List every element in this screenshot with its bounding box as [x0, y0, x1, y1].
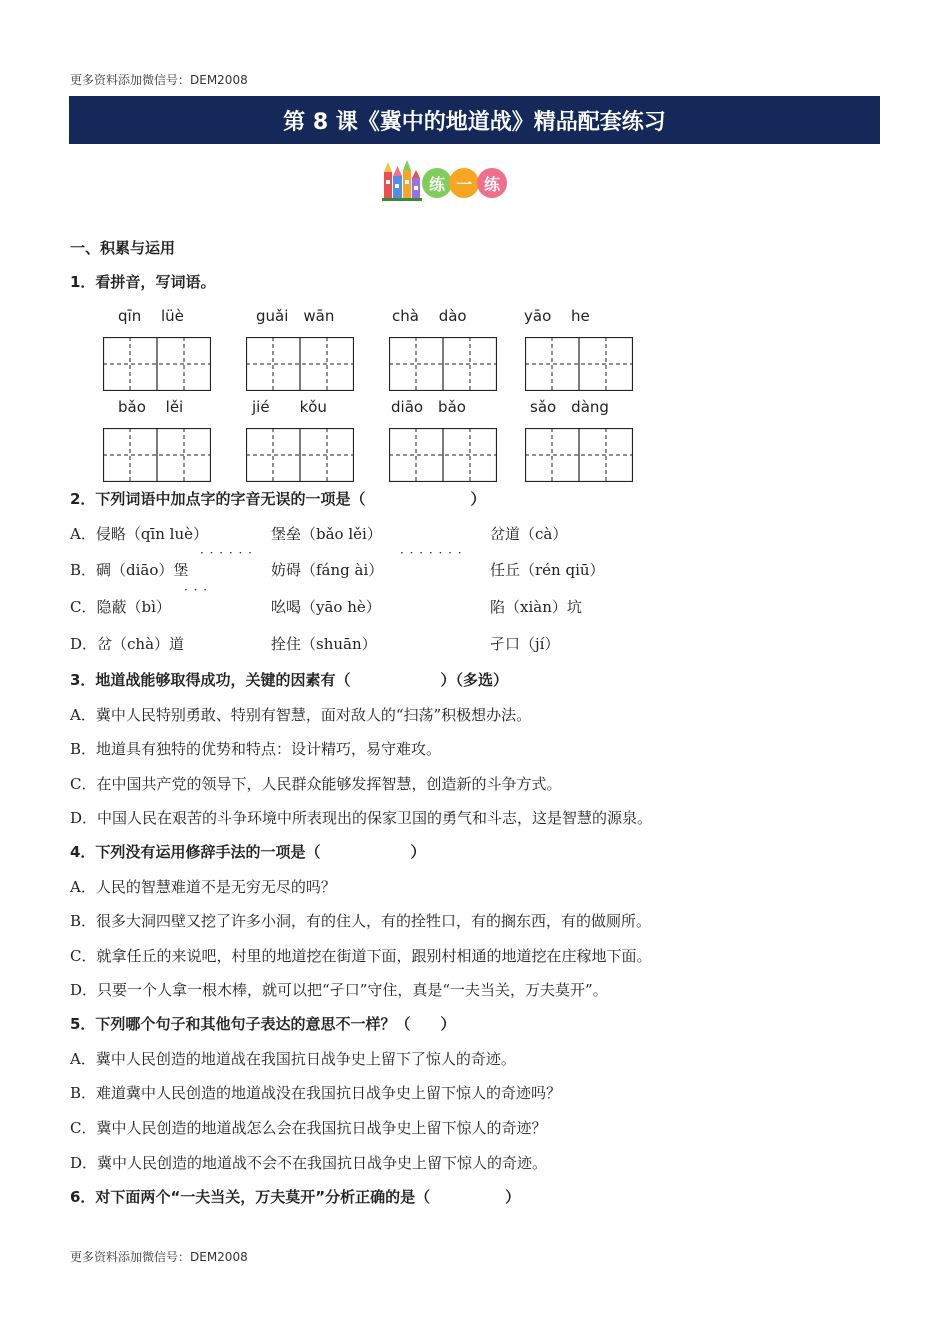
writing-grid[interactable] — [389, 337, 497, 391]
question-2-title: 2．下列词语中加点字的字音无误的一项是（ ） — [70, 490, 486, 508]
option-text: A．侵略（qīn luè） — [70, 525, 208, 543]
emphasis-dots: · · · · · · — [200, 546, 253, 560]
practice-badge — [382, 158, 512, 204]
pinyin: diāo bǎo — [391, 398, 466, 416]
emphasis-dots: · · · · · · · — [400, 546, 463, 560]
option-text: A．人民的智慧难道不是无穷无尽的吗？ — [70, 878, 336, 896]
pinyin: qīn lüè — [118, 307, 184, 325]
writing-grid[interactable] — [103, 428, 211, 482]
badge-char: 练 — [428, 174, 445, 194]
option-text: C．冀中人民创造的地道战怎么会在我国抗日战争史上留下惊人的奇迹？ — [70, 1119, 547, 1137]
question-5-title: 5．下列哪个句子和其他句子表达的意思不一样？（ ） — [70, 1015, 456, 1033]
option-text: 陷（xiàn）坑 — [490, 598, 582, 616]
writing-grid[interactable] — [389, 428, 497, 482]
section-heading: 一、积累与运用 — [70, 239, 176, 257]
option-text: A．冀中人民特别勇敢、特别有智慧，面对敌人的“扫荡”积极想办法。 — [70, 706, 532, 724]
question-1-title: 1．看拼音，写词语。 — [70, 273, 216, 291]
pinyin: guǎi wān — [256, 307, 335, 325]
option-text: D．只要一个人拿一根木棒，就可以把“孑口”守住，真是“一夫当关，万夫莫开”。 — [70, 981, 608, 999]
badge-circle-2 — [449, 168, 479, 198]
pinyin: yāo he — [524, 307, 590, 325]
title-banner — [69, 96, 880, 144]
option-text: D．岔（chà）道 — [70, 635, 185, 653]
option-text: 岔道（cà） — [490, 525, 568, 543]
option-text: B．很多大洞四壁又挖了许多小洞，有的住人，有的拴牲口，有的搁东西，有的做厕所。 — [70, 912, 652, 930]
option-text: 堡垒（bǎo lěi） — [271, 525, 382, 543]
writing-grid[interactable] — [525, 337, 633, 391]
page-title: 第 8 课《冀中的地道战》精品配套练习 — [283, 109, 666, 135]
emphasis-dots: · · · — [184, 583, 209, 597]
option-text: B．难道冀中人民创造的地道战没在我国抗日战争史上留下惊人的奇迹吗？ — [70, 1084, 562, 1102]
option-text: C．隐蔽（bì） — [70, 598, 171, 616]
option-text: D．中国人民在艰苦的斗争环境中所表现出的保家卫国的勇气和斗志，这是智慧的源泉。 — [70, 809, 653, 827]
option-text: A．冀中人民创造的地道战在我国抗日战争史上留下了惊人的奇迹。 — [70, 1050, 516, 1068]
question-6-title: 6．对下面两个“一夫当关，万夫莫开”分析正确的是（ ） — [70, 1188, 521, 1206]
badge-char: 一 — [455, 174, 472, 194]
option-text: C．就拿任丘的来说吧，村里的地道挖在街道下面，跟别村相通的地道挖在庄稼地下面。 — [70, 947, 652, 965]
option-text: C．在中国共产党的领导下，人民群众能够发挥智慧，创造新的斗争方式。 — [70, 775, 562, 793]
option-text: 拴住（shuān） — [271, 635, 377, 653]
writing-grid[interactable] — [246, 337, 354, 391]
option-text: 任丘（rén qiū） — [490, 561, 605, 579]
footer-note: 更多资料添加微信号：DEM2008 — [70, 1250, 248, 1264]
option-text: B．地道具有独特的优势和特点：设计精巧，易守难攻。 — [70, 740, 442, 758]
header-note: 更多资料添加微信号：DEM2008 — [70, 73, 248, 87]
writing-grid[interactable] — [246, 428, 354, 482]
writing-grid[interactable] — [103, 337, 211, 391]
badge-char: 练 — [483, 174, 500, 194]
option-text: 吆喝（yāo hè） — [271, 598, 381, 616]
option-text: B．碉（diāo）堡 — [70, 561, 189, 579]
question-3-title: 3．地道战能够取得成功，关键的因素有（ ）（多选） — [70, 671, 508, 689]
writing-grid[interactable] — [525, 428, 633, 482]
pinyin: bǎo lěi — [118, 398, 184, 416]
question-4-title: 4．下列没有运用修辞手法的一项是（ ） — [70, 843, 426, 861]
badge-circle-3 — [477, 168, 507, 198]
pinyin: jié kǒu — [252, 398, 327, 416]
badge-circle-1 — [422, 168, 452, 198]
pinyin: sǎo dàng — [530, 398, 609, 416]
option-text: 妨碍（fáng ài） — [271, 561, 384, 579]
pinyin: chà dào — [392, 307, 467, 325]
option-text: 孑口（jí） — [490, 635, 560, 653]
option-text: D．冀中人民创造的地道战不会不在我国抗日战争史上留下惊人的奇迹。 — [70, 1154, 548, 1172]
